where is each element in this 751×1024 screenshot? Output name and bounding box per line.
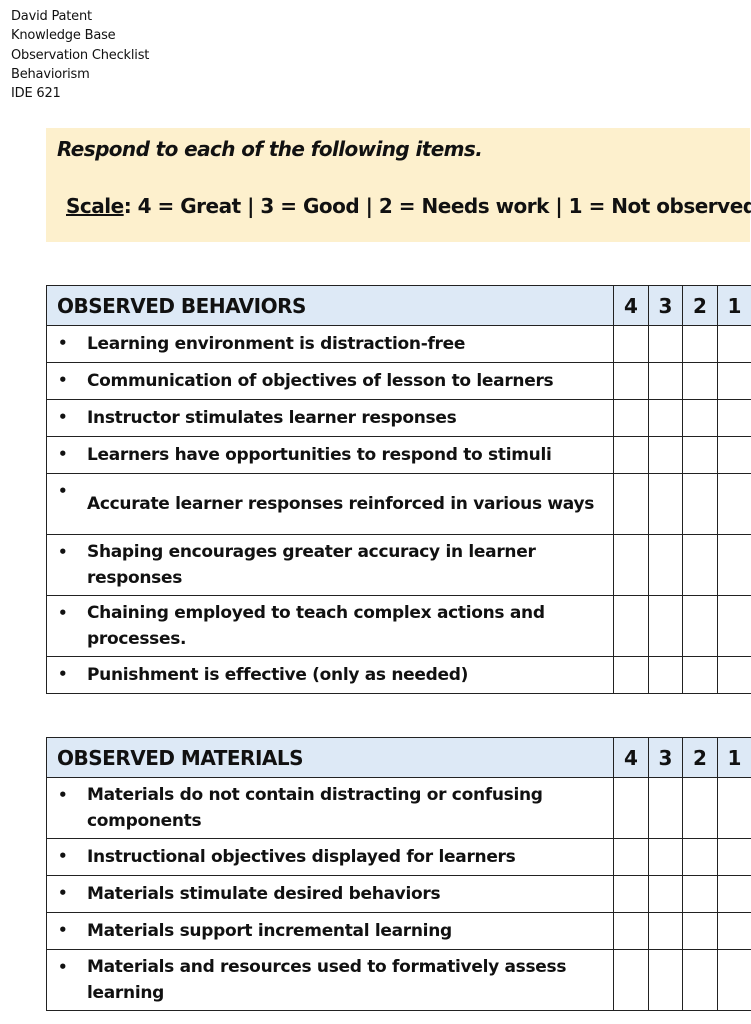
materials-table [46,737,751,1011]
score-cell-2[interactable] [683,839,718,876]
scale-legend [66,194,751,218]
score-cell-2[interactable] [683,326,718,363]
scale-label: Scale [66,194,124,218]
score-cell-4[interactable] [614,400,649,437]
score-cell-4[interactable] [614,326,649,363]
score-cell-1[interactable] [717,474,751,535]
bullet-dot-icon: • [58,539,67,565]
checklist-item [47,535,614,596]
table-row [47,535,751,596]
score-cell-3[interactable] [648,657,683,694]
score-cell-1[interactable] [717,839,751,876]
score-cell-3[interactable] [648,437,683,474]
score-cell-3[interactable] [648,535,683,596]
score-cell-1[interactable] [717,437,751,474]
score-cell-3[interactable] [648,950,683,1011]
score-cell-1[interactable] [717,596,751,657]
score-cell-3[interactable] [648,596,683,657]
bullet-dot-icon: • [58,441,67,467]
table-row [47,913,751,950]
score-header-2: 2 [683,738,718,778]
score-cell-4[interactable] [614,778,649,839]
checklist-item [47,474,614,535]
score-cell-2[interactable] [683,437,718,474]
checklist-item [47,437,614,474]
score-cell-4[interactable] [614,474,649,535]
checklist-item-text: Learning environment is distraction-free [87,334,465,354]
score-header-3: 3 [648,286,683,326]
score-header-4: 4 [614,738,649,778]
checklist-item [47,913,614,950]
checklist-item-text: Materials do not contain distracting or confusing components [87,785,543,831]
table-row [47,400,751,437]
checklist-item-text: Learners have opportunities to respond to stimuli [87,445,552,465]
score-cell-1[interactable] [717,950,751,1011]
score-cell-1[interactable] [717,778,751,839]
bullet-dot-icon: • [58,367,67,393]
table-row [47,437,751,474]
score-cell-2[interactable] [683,535,718,596]
document-meta [11,7,149,103]
instructions-callout [46,128,750,242]
checklist-item [47,326,614,363]
table-title: OBSERVED BEHAVIORS [47,286,614,326]
checklist-item [47,950,614,1011]
score-cell-4[interactable] [614,876,649,913]
score-cell-4[interactable] [614,363,649,400]
checklist-item [47,876,614,913]
score-cell-2[interactable] [683,657,718,694]
checklist-item [47,363,614,400]
score-cell-1[interactable] [717,326,751,363]
checklist-item [47,596,614,657]
bullet-dot-icon: • [58,600,67,626]
instruction-text: Respond to each of the following items. [57,137,482,161]
checklist-item-text: Punishment is effective (only as needed) [87,665,468,685]
bullet-dot-icon: • [58,330,67,356]
table-row [47,839,751,876]
score-cell-3[interactable] [648,876,683,913]
score-header-1: 1 [717,738,751,778]
document-type: Observation Checklist [11,46,149,65]
score-cell-4[interactable] [614,596,649,657]
score-cell-1[interactable] [717,876,751,913]
checklist-item [47,839,614,876]
behaviors-table [46,285,751,694]
checklist-item-text: Accurate learner responses reinforced in various ways [87,494,594,514]
table-row [47,657,751,694]
table-row [47,363,751,400]
score-cell-2[interactable] [683,363,718,400]
checklist-item-text: Shaping encourages greater accuracy in learner responses [87,542,536,588]
table-header-row [47,286,751,326]
bullet-dot-icon: • [58,880,67,906]
score-cell-4[interactable] [614,839,649,876]
score-cell-3[interactable] [648,326,683,363]
table-row [47,596,751,657]
table-header-row [47,738,751,778]
checklist-item-text: Materials stimulate desired behaviors [87,884,440,904]
score-cell-2[interactable] [683,876,718,913]
bullet-dot-icon: • [58,954,67,980]
score-cell-3[interactable] [648,400,683,437]
bullet-dot-icon: • [58,917,67,943]
score-header-3: 3 [648,738,683,778]
table-row [47,474,751,535]
checklist-item [47,657,614,694]
score-cell-3[interactable] [648,363,683,400]
table-title: OBSERVED MATERIALS [47,738,614,778]
score-cell-4[interactable] [614,535,649,596]
score-cell-4[interactable] [614,437,649,474]
checklist-item [47,400,614,437]
score-cell-2[interactable] [683,913,718,950]
score-cell-3[interactable] [648,474,683,535]
bullet-dot-icon: • [58,404,67,430]
score-header-1: 1 [717,286,751,326]
score-cell-1[interactable] [717,363,751,400]
bullet-dot-icon: • [58,661,67,687]
score-cell-2[interactable] [683,400,718,437]
score-cell-1[interactable] [717,400,751,437]
table-row [47,326,751,363]
author-name: David Patent [11,7,149,26]
checklist-item-text: Materials support incremental learning [87,921,452,941]
score-header-2: 2 [683,286,718,326]
checklist-item-text: Materials and resources used to formatively assess learning [87,957,566,1003]
score-cell-1[interactable] [717,657,751,694]
checklist-item-text: Chaining employed to teach complex actions and processes. [87,603,545,649]
bullet-dot-icon: • [58,478,67,504]
score-cell-3[interactable] [648,839,683,876]
assignment-title: Knowledge Base [11,26,149,45]
score-cell-1[interactable] [717,913,751,950]
score-cell-2[interactable] [683,474,718,535]
score-cell-4[interactable] [614,657,649,694]
score-cell-2[interactable] [683,778,718,839]
score-header-4: 4 [614,286,649,326]
checklist-item-text: Instructor stimulates learner responses [87,408,456,428]
bullet-dot-icon: • [58,782,67,808]
score-cell-2[interactable] [683,596,718,657]
course-code: IDE 621 [11,84,149,103]
score-cell-2[interactable] [683,950,718,1011]
table-row [47,950,751,1011]
score-cell-4[interactable] [614,913,649,950]
theory-topic: Behaviorism [11,65,149,84]
score-cell-1[interactable] [717,535,751,596]
bullet-dot-icon: • [58,843,67,869]
score-cell-4[interactable] [614,950,649,1011]
table-row [47,778,751,839]
table-row [47,876,751,913]
score-cell-3[interactable] [648,778,683,839]
checklist-item [47,778,614,839]
checklist-item-text: Communication of objectives of lesson to learners [87,371,553,391]
score-cell-3[interactable] [648,913,683,950]
checklist-item-text: Instructional objectives displayed for learners [87,847,515,867]
scale-text: : 4 = Great | 3 = Good | 2 = Needs work | 1 = Not observed [124,194,751,218]
